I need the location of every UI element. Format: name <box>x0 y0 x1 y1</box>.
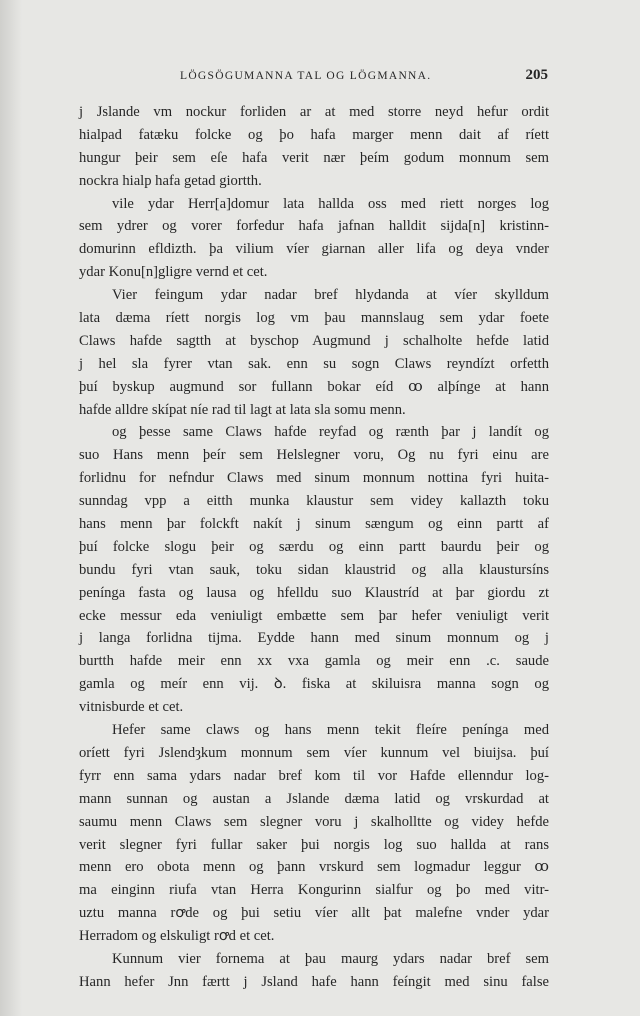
text-line: penínga fasta og lausa og hfelldu suo Klaustríd at þar giordu zt <box>79 584 549 601</box>
text-line: j Jslande vm nockur forliden ar at med storre neyd hefur ordit <box>79 104 549 120</box>
text-line: bundu fyri vtan sauk, toku sidan klaustrid og alla klaustursíns <box>79 561 549 578</box>
text-line: uztu manna rꝍde og þui setiu víer allt þat malefne vnder ydar <box>79 905 549 922</box>
text-line: ecke messur eda veniuligt embætte sem þar hefer veniuligt verit <box>79 607 549 624</box>
text-line: forlidnu for nefndur Claws med sinum monnum nottina fyri huita- <box>79 470 549 487</box>
text-line: hungur þeir sem eſe hafa verit nær þeím godum monnum sem <box>79 149 549 166</box>
text-line: hialpad fatæku folcke og þo hafa marger menn dait af ríett <box>79 126 549 143</box>
text-line: verit slegner fyri fullar saker þui norgis log suo hallda at rans <box>79 836 549 853</box>
text-line: lata dæma ríett norgis log vm þau mannslaug sem ydar foete <box>79 310 549 327</box>
text-line: sunndag vpp a eitth munka klaustur sem videy kallazth toku <box>79 493 549 510</box>
text-line: Kunnum vier fornema at þau maurg ydars nadar bref sem <box>112 950 549 967</box>
text-line: Hann hefer Jnn færtt j Jsland hafe hann feíngit med sinu false <box>79 973 549 990</box>
text-line: hafde alldre skípat níe rad til lagt at lata sla somu menn. <box>79 401 406 418</box>
text-line: vile ydar Herr[a]domur lata hallda oss med riett norges log <box>112 195 549 212</box>
text-line: Vier feingum ydar nadar bref hlydanda at víer skylldum <box>112 287 549 304</box>
text-line: j hel sla fyrer vtan sak. enn su sogn Claws reyndízt orfetth <box>79 355 549 372</box>
text-line: þuí byskup augmund sor fullann bokar eíd ꝏ alþínge at hann <box>79 378 549 395</box>
text-line: Herradom og elskuligt rꝍd et cet. <box>79 928 275 945</box>
text-line: nockra hialp hafa getad giortth. <box>79 172 262 189</box>
text-line: mann sunnan og austan a Jslande dæma latid og vrskurdad at <box>79 790 549 807</box>
running-head <box>180 66 560 86</box>
text-line: vitnisburde et cet. <box>79 699 184 716</box>
text-line: burtth hafde meir enn xx vxa gamla og meir enn .c. saude <box>79 653 549 670</box>
page-number: 205 <box>525 67 548 83</box>
text-line: hans menn þar folckft nakít j sinum sængum og einn partt af <box>79 516 549 533</box>
text-line: gamla og meír enn vij. ꝺ. fiska at skiluisra manna sogn og <box>79 676 549 693</box>
text-line: saumu menn Claws sem slegner voru j skalholltte og videy hefde <box>79 813 549 830</box>
text-line: Hefer same claws og hans menn tekit fleíre penínga med <box>112 722 549 739</box>
text-line: ma einginn riufa vtan Herra Kongurinn sialfur og þo med vitr- <box>79 882 549 899</box>
text-line: þuí folcke slogu þeir og særdu og einn partt baurdu þeir og <box>79 538 549 555</box>
text-line: oríett fyri Jslendȝkum monnum sem víer kunnum vel biuijsa. þuí <box>79 744 549 761</box>
text-line: menn ero obota menn og þann vrskurd sem logmadur leggur ꝏ <box>79 859 549 876</box>
text-line: j langa forlidna tijma. Eydde hann med sinum monnum og j <box>79 630 549 647</box>
text-line: suo Hans menn þeír sem Helslegner voru, Og nu fyri einu are <box>79 447 549 464</box>
text-line: Claws hafde sagtth at byschop Augmund j schalholte hefde latid <box>79 332 549 349</box>
text-line: domurinn efldizth. þa vilium víer giarnan aller lifa og deya vnder <box>79 241 549 258</box>
text-line: sem ydrer og vorer forfedur hafa jafnan halldit sijda[n] kristinn- <box>79 218 549 235</box>
text-line: ydar Konu[n]gligre vernd et cet. <box>79 264 268 281</box>
text-line: fyrr enn sama ydars nadar bref kom til vor Hafde ellenndur log- <box>79 767 549 784</box>
running-title: LÖGSÖGUMANNA TAL OG LÖGMANNA. <box>180 70 432 82</box>
text-line: og þesse same Claws hafde reyfad og rænth þar j landít og <box>112 424 549 441</box>
body-text <box>79 101 549 994</box>
